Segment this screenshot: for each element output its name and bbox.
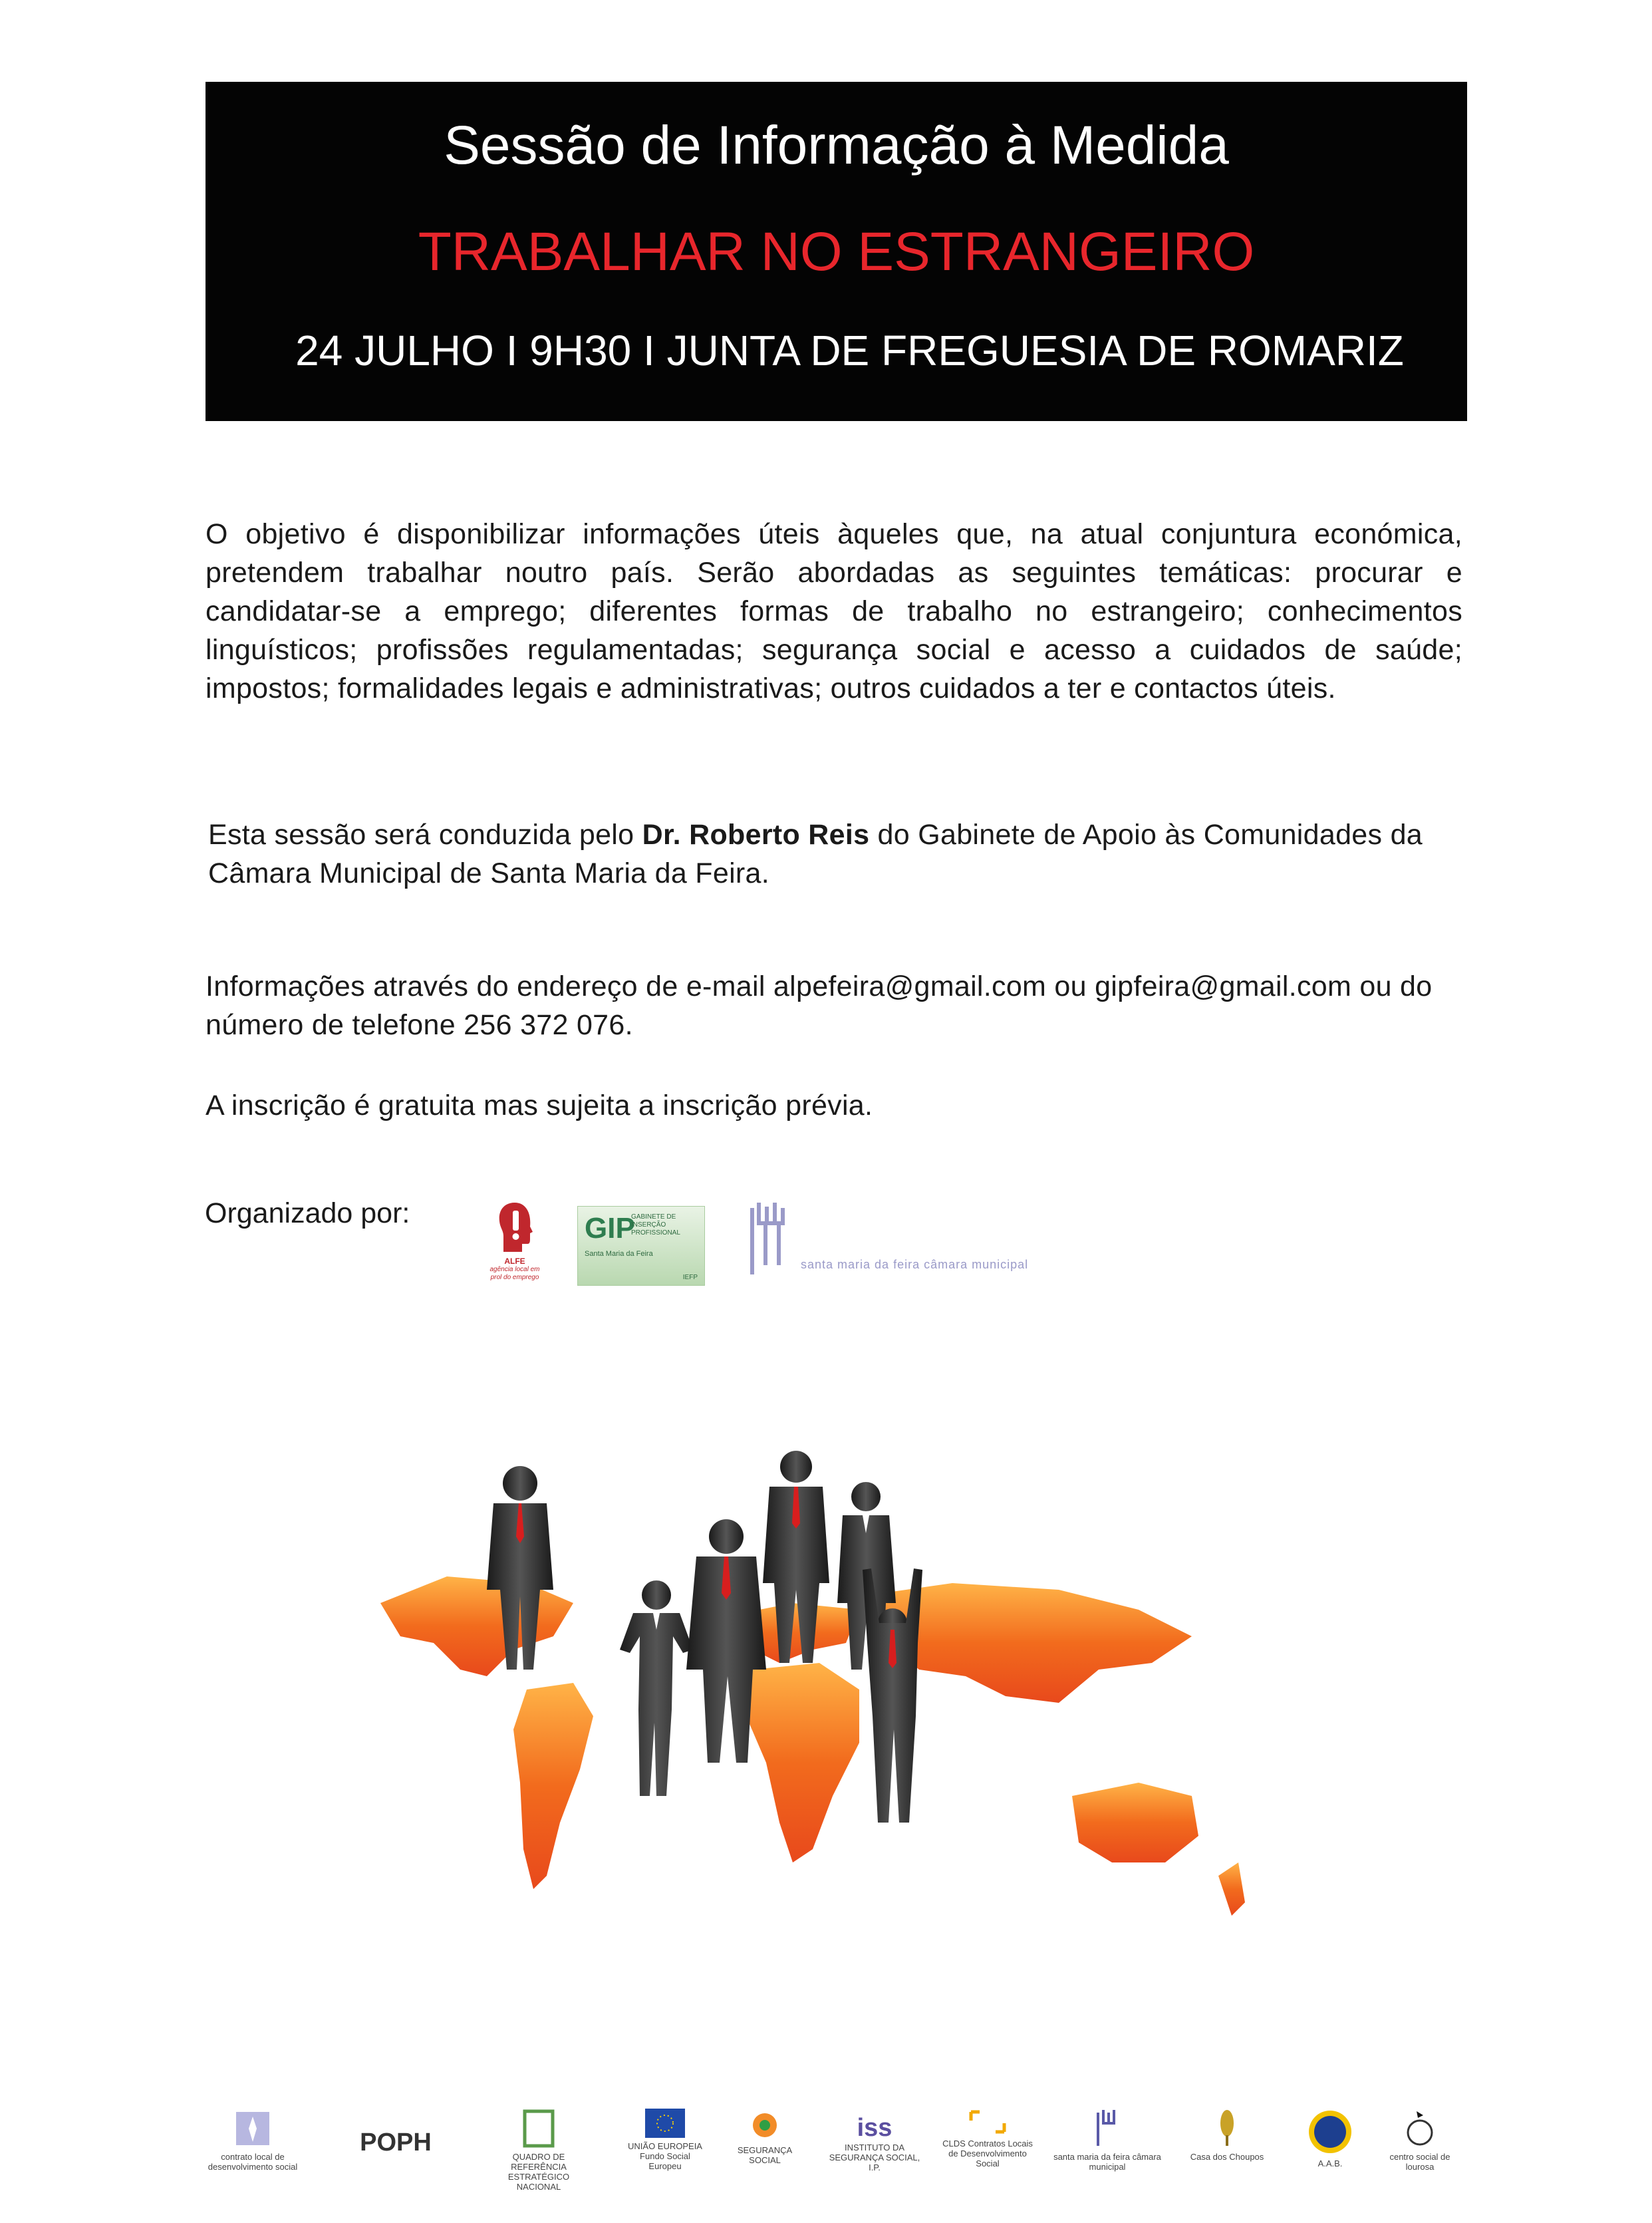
footer-logo-label: UNIÃO EUROPEIA Fundo Social Europeu [628,2141,702,2171]
registration-paragraph: A inscrição é gratuita mas sujeita a inscrição prévia. [206,1090,873,1121]
smf-castle-icon [1094,2109,1121,2149]
event-banner [206,82,1467,421]
clds-figure-icon [233,2109,273,2149]
footer-logo-aab [1297,2109,1363,2182]
speaker-paragraph [208,815,1465,893]
footer-logo-label: Casa dos Choupos [1190,2152,1264,2162]
alfe-logo [489,1201,541,1289]
footer-logo-centro-social [1383,2109,1456,2182]
footer-logo-casa-choupos [1177,2109,1277,2182]
footer-logo-label: QUADRO DE REFERÊNCIA ESTRATÉGICO NACIONAL [507,2152,570,2192]
gip-acronym: GIP [585,1212,635,1245]
gip-partner: IEFP [682,1274,698,1281]
contacts-paragraph: Informações através do endereço de e-mail alpefeira@gmail.com ou gipfeira@gmail.com ou do número de telefone 256 372 076. [206,970,1433,1041]
gip-full-name: GABINETE DE INSERÇÃO PROFISSIONAL [631,1213,680,1237]
gip-logo [577,1206,705,1286]
seguranca-social-icon [745,2109,785,2142]
footer-logos [200,2109,1463,2192]
alfe-head-icon [495,1201,534,1253]
footer-logo-clds-local [206,2109,299,2182]
footer-logo-poph [346,2109,446,2182]
footer-logo-qren [485,2109,592,2192]
footer-logo-label: POPH [360,2129,432,2156]
speaker-name: Dr. Roberto Reis [642,819,870,851]
centro-social-icon [1403,2109,1437,2149]
footer-logo-label: A.A.B. [1317,2158,1343,2168]
gip-place: Santa Maria da Feira [585,1250,653,1258]
footer-logo-label: INSTITUTO DA SEGURANÇA SOCIAL, I.P. [829,2143,920,2172]
footer-logo-smf [1051,2109,1164,2182]
smf-castle-icon [748,1201,801,1281]
footer-logo-label: CLDS Contratos Locais de Desenvolvimento Social [942,2139,1033,2168]
iss-mark-icon: iss [857,2114,893,2142]
organizers-label: Organizado por: [205,1197,410,1229]
footer-logo-iss [825,2109,924,2182]
eu-flag-icon [645,2109,685,2138]
tree-icon [1214,2109,1240,2149]
person-2 [620,1580,693,1796]
footer-logo-label: santa maria da feira câmara municipal [1053,2152,1161,2172]
alfe-tagline: agência local em prol do emprego [489,1266,540,1281]
qren-mark-icon [522,2109,555,2149]
event-title: Sessão de Informação à Medida [444,115,1229,176]
event-subtitle: TRABALHAR NO ESTRANGEIRO [418,222,1255,282]
speaker-suffix: do Gabinete de Apoio às Comunidades da Câmara Municipal de Santa Maria da Feira. [208,819,1423,889]
footer-logo-clds [938,2109,1037,2182]
event-details: 24 JULHO I 9H30 I JUNTA DE FREGUESIA DE ROMARIZ [295,327,1404,374]
smf-name: santa maria da feira câmara municipal [801,1258,1029,1271]
smf-logo [748,1201,1040,1281]
footer-logo-label: SEGURANÇA SOCIAL [737,2145,793,2165]
footer-logo-eu [625,2109,705,2182]
footer-logo-label: centro social de lourosa [1389,2152,1450,2172]
footer-logo-seguranca-social [725,2109,805,2182]
footer-logo-label: contrato local de desenvolvimento social [207,2152,298,2172]
alfe-name: ALFE [504,1257,525,1266]
speaker-prefix: Esta sessão será conduzida pelo [208,819,642,851]
aab-seal-icon [1307,2109,1353,2155]
clds-bracket-icon [968,2109,1008,2135]
objective-paragraph: O objetivo é disponibilizar informações úteis àqueles que, na atual conjuntura económica, pretendem trabalhar noutro país. Serão abordadas as seguintes temáticas: procurar e candidatar-se a emprego; diferentes formas de trabalho no estrangeiro; conhecimentos linguísticos; profissões regulamentadas; segurança social e acesso a cuidados de saúde; impostos; formalidades legais e administrativas; outros cuidados a ter e contactos úteis. [206,518,1462,704]
world-map-businesspeople-illustration [354,1450,1345,2009]
